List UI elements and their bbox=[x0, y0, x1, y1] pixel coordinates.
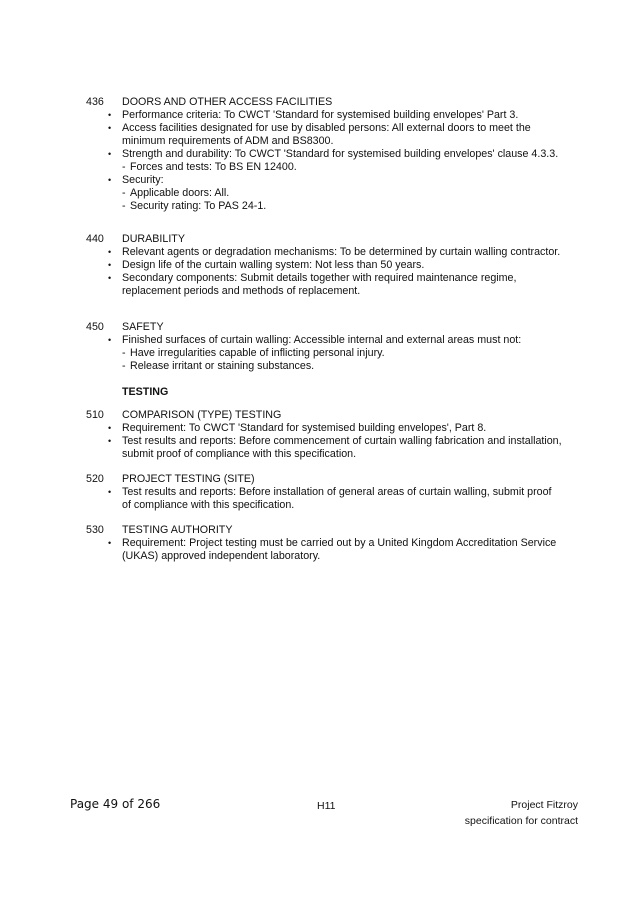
sub-item-text: Release irritant or staining substances. bbox=[130, 360, 315, 372]
item-text: Requirement: To CWCT 'Standard for systemised building envelopes', Part 8. bbox=[122, 422, 487, 434]
bullet-icon: • bbox=[108, 335, 112, 345]
sub-item-text: Have irregularities capable of inflicting personal injury. bbox=[130, 347, 385, 359]
bullet-icon: • bbox=[108, 273, 112, 283]
project-name: Project Fitzroy bbox=[510, 799, 578, 811]
clause-title: DOORS AND OTHER ACCESS FACILITIES bbox=[122, 96, 333, 108]
bullet-icon: • bbox=[108, 247, 112, 257]
sub-item-text: Security rating: To PAS 24-1. bbox=[130, 200, 267, 212]
dash-icon: - bbox=[122, 360, 126, 372]
bullet-icon: • bbox=[108, 149, 112, 159]
list-item bbox=[108, 486, 562, 512]
bullet-icon: • bbox=[108, 423, 112, 433]
clause-number: 530 bbox=[86, 524, 104, 536]
project-subtitle: specification for contract bbox=[464, 815, 578, 827]
clause-items bbox=[108, 486, 562, 512]
list-item bbox=[108, 259, 562, 272]
project-info bbox=[465, 797, 578, 829]
bullet-icon: • bbox=[108, 538, 112, 548]
clause-title: COMPARISON (TYPE) TESTING bbox=[122, 409, 282, 421]
clause-number: 450 bbox=[86, 321, 104, 333]
clause-number: 440 bbox=[86, 233, 104, 245]
list-item bbox=[108, 422, 562, 435]
sub-item bbox=[122, 187, 562, 200]
clause-title: TESTING AUTHORITY bbox=[122, 524, 233, 536]
list-item bbox=[108, 334, 562, 373]
section-heading: TESTING bbox=[122, 386, 169, 398]
sub-item bbox=[122, 360, 562, 373]
bullet-icon: • bbox=[108, 260, 112, 270]
list-item bbox=[108, 122, 562, 148]
list-item bbox=[108, 272, 562, 298]
item-text: Secondary components: Submit details together with required maintenance regime, replacement periods and methods of replacement. bbox=[122, 272, 517, 297]
clause-items bbox=[108, 422, 562, 461]
bullet-icon: • bbox=[108, 487, 112, 497]
clause-title: DURABILITY bbox=[122, 233, 185, 245]
sub-items bbox=[122, 187, 562, 213]
bullet-icon: • bbox=[108, 123, 112, 133]
item-text: Test results and reports: Before commencement of curtain walling fabrication and installation, submit proof of compliance with this specification. bbox=[122, 435, 562, 460]
sub-item-text: Applicable doors: All. bbox=[130, 187, 230, 199]
item-text: Security: bbox=[122, 174, 164, 186]
clause-title: PROJECT TESTING (SITE) bbox=[122, 473, 255, 485]
clause-items bbox=[108, 537, 562, 563]
clause-items bbox=[108, 109, 562, 213]
clause-number: 510 bbox=[86, 409, 104, 421]
item-text: Test results and reports: Before installation of general areas of curtain walling, submit proof of compliance with this specification. bbox=[122, 486, 552, 511]
list-item bbox=[108, 435, 562, 461]
item-text: Requirement: Project testing must be carried out by a United Kingdom Accreditation Service (UKAS) approved independent laboratory. bbox=[122, 537, 557, 562]
clause-number: 520 bbox=[86, 473, 104, 485]
list-item bbox=[108, 148, 562, 174]
bullet-icon: • bbox=[108, 175, 112, 185]
list-item bbox=[108, 246, 562, 259]
sub-item bbox=[122, 161, 562, 174]
item-text: Finished surfaces of curtain walling: Accessible internal and external areas must not: bbox=[122, 334, 522, 346]
item-text: Relevant agents or degradation mechanisms: To be determined by curtain walling contractor. bbox=[122, 246, 561, 258]
bullet-icon: • bbox=[108, 436, 112, 446]
clause-number: 436 bbox=[86, 96, 104, 108]
sub-items bbox=[122, 347, 562, 373]
list-item bbox=[108, 537, 562, 563]
sub-item-text: Forces and tests: To BS EN 12400. bbox=[130, 161, 297, 173]
list-item bbox=[108, 174, 562, 213]
sub-items bbox=[122, 161, 562, 174]
clause-items bbox=[108, 334, 562, 373]
clause-title: SAFETY bbox=[122, 321, 164, 333]
item-text: Design life of the curtain walling system: Not less than 50 years. bbox=[122, 259, 425, 271]
item-text: Access facilities designated for use by disabled persons: All external doors to meet the minimum requirements of ADM and BS8300. bbox=[122, 122, 531, 147]
item-text: Performance criteria: To CWCT 'Standard for systemised building envelopes' Part 3. bbox=[122, 109, 519, 121]
sub-item bbox=[122, 347, 562, 360]
dash-icon: - bbox=[122, 161, 126, 173]
clause-items bbox=[108, 246, 562, 298]
dash-icon: - bbox=[122, 187, 126, 199]
section-code: H11 bbox=[317, 800, 336, 812]
list-item bbox=[108, 109, 562, 122]
dash-icon: - bbox=[122, 347, 126, 359]
dash-icon: - bbox=[122, 200, 126, 212]
bullet-icon: • bbox=[108, 110, 112, 120]
sub-item bbox=[122, 200, 562, 213]
item-text: Strength and durability: To CWCT 'Standard for systemised building envelopes' clause 4.3.3. bbox=[122, 148, 559, 160]
page-number: Page 49 of 266 bbox=[70, 797, 161, 811]
